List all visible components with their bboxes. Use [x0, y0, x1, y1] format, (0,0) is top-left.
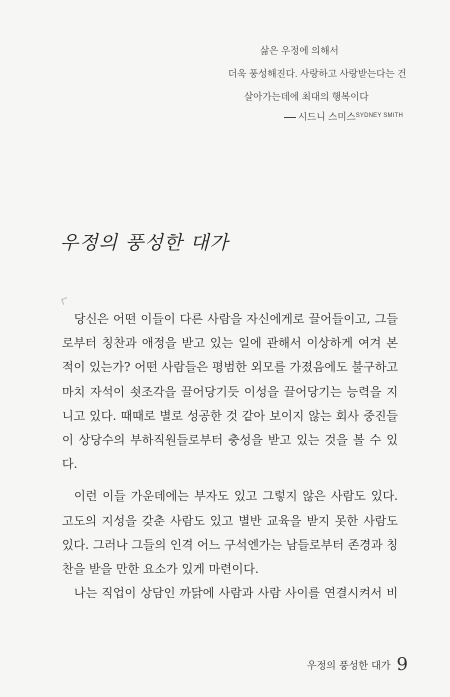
epigraph [218, 40, 438, 127]
text-line: 있다. 그러나 그들의 인격 어느 구석엔가는 남들로부터 존경과 칭 [62, 537, 398, 552]
attribution-name: 시드니 스미스 [298, 112, 356, 123]
text-line: 이 상당수의 부하직원들로부터 충성을 받고 있는 것을 볼 수 있 [62, 432, 398, 447]
running-title: 우정의 풍성한 대가 [306, 661, 391, 672]
text-line: 이런 이들 가운데에는 부자도 있고 그렇지 않은 사람도 있다. [74, 489, 398, 504]
text-line: 나는 직업이 상담인 까닭에 사람과 사람 사이를 연결시켜서 비 [74, 586, 398, 601]
body-text [62, 307, 398, 605]
text-line: 니고 있다. 때때로 별로 성공한 것 같아 보이지 않는 회사 중진들 [62, 408, 398, 423]
epigraph-line: 더욱 풍성해진다. 사랑하고 사랑받는다는 건 [228, 69, 407, 80]
text-line: 다. [62, 457, 78, 472]
page-footer [307, 653, 408, 674]
text-line: 마치 자석이 쇳조각을 끌어당기듯 이성을 끌어당기는 능력을 지 [62, 384, 398, 399]
text-line: 적이 있는가? 어떤 사람들은 평범한 외모를 가졌음에도 불구하고 [62, 360, 398, 375]
epigraph-line: 삶은 우정에 의해서 [260, 46, 339, 57]
epigraph-attribution [284, 109, 438, 127]
page-number: 9 [396, 654, 408, 675]
epigraph-line: 살아가는데에 최대의 행복이다 [244, 92, 369, 103]
page-mark [61, 297, 69, 305]
text-line: 찬을 받을 만한 요소가 있게 마련이다. [62, 561, 259, 576]
text-line: 고도의 지성을 갖춘 사람도 있고 별반 교육을 받지 못한 사람도 [62, 513, 398, 528]
attribution-dash [284, 117, 296, 118]
text-line: 당신은 어떤 이들이 다른 사람을 자신에게로 끌어들이고, 그들 [74, 312, 398, 326]
attribution-english: SYDNEY SMITH [355, 113, 404, 119]
chapter-title: 우정의 풍성한 대가 [60, 232, 229, 254]
text-line: 로부터 칭찬과 애정을 받고 있는 일에 관해서 이상하게 여겨 본 [62, 336, 398, 351]
